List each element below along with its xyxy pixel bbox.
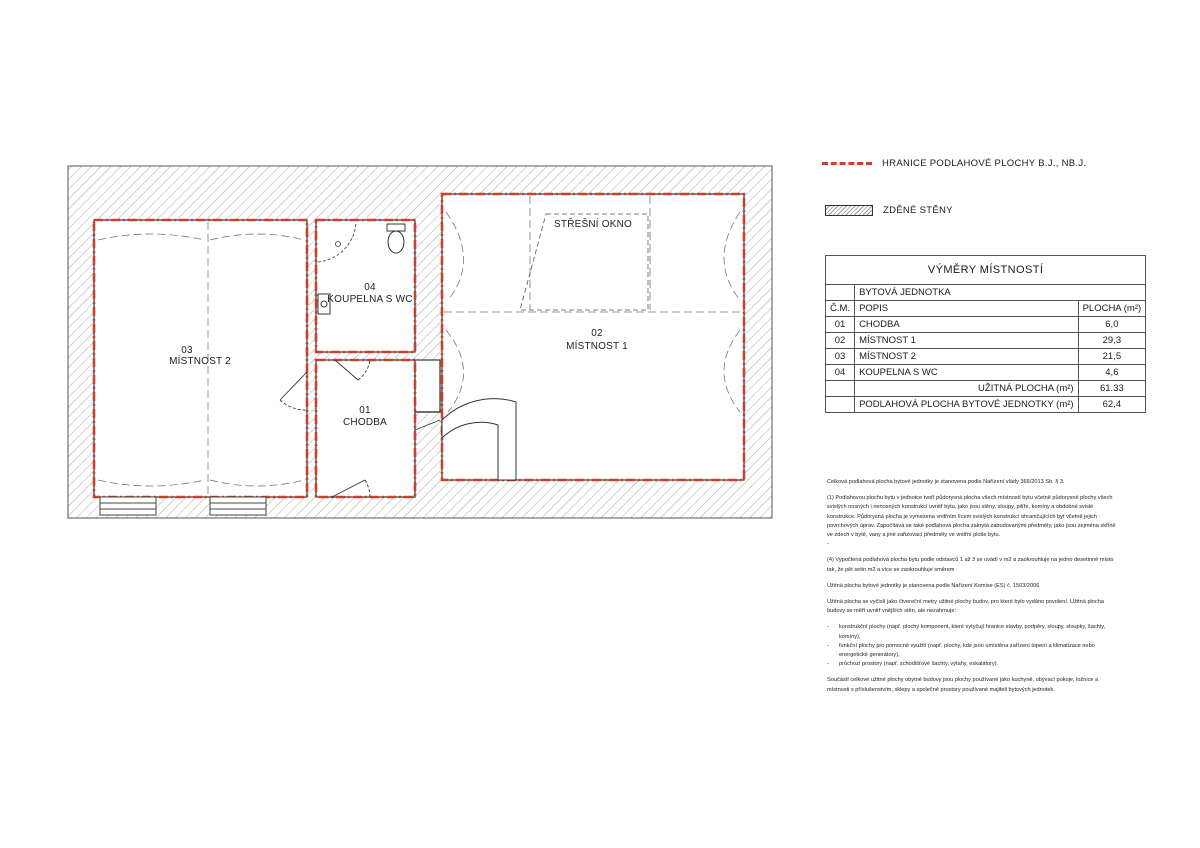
stair bbox=[442, 399, 516, 480]
legend-walls bbox=[825, 205, 953, 216]
window-right bbox=[210, 497, 266, 515]
note-paragraph: (1) Podlahovou plochu bytu v jednotce tvoří půdorysná plocha všech místností bytu včetně půdorysné plochy všech svislých nosných i nenosných konstrukcí uvnitř bytu, jako jsou stěny, sloupy, pilíře, komíny a obdobné svislé konstrukce. Půdorysná plocha je vymezena vnitřním lícem svislých konstrukcí ohraničujících byt včetně jejich povrchových úprav. Započítává se také podlahová plocha zakrytá zabudovanými předměty, jako jsou zejména skříně ve zdech v bytě, vany a jiné zařizovací předměty ve vnitřní ploše bytu. - bbox=[827, 495, 1116, 548]
legend-boundary-label: HRANICE PODLAHOVÉ PLOCHY B.J., NB.J. bbox=[882, 158, 1087, 169]
note-paragraph: Užitná plocha bytové jednotky je stanovena podle Nařízení Komise (ES) č. 1503/2006 bbox=[827, 582, 1040, 589]
note-list bbox=[827, 623, 1117, 669]
list-item: - funkční plochy pro pomocné využití (např. plochy, kde jsou umístěna zařízení topení a klimatizace nebo energetické generátory), bbox=[839, 642, 1117, 660]
table-row: 03 MÍSTNOST 2 21,5 bbox=[826, 349, 1146, 365]
table-row: 04 KOUPELNA S WC 4,6 bbox=[826, 365, 1146, 381]
table-title: VÝMĚRY MÍSTNOSTÍ bbox=[826, 256, 1146, 285]
table-row: 01 CHODBA 6,0 bbox=[826, 317, 1146, 333]
floor-area-label: PODLAHOVÁ PLOCHA BYTOVÉ JEDNOTKY (m²) bbox=[855, 397, 1079, 413]
col-header-desc: POPIS bbox=[855, 301, 1079, 317]
col-header-area: PLOCHA (m²) bbox=[1078, 301, 1146, 317]
note-paragraph: (4) Vypočtená podlahová plocha bytu podle odstavců 1 až 3 se uvádí v m2 a zaokrouhluje na jedno desetinné místo tak, že pět setin m2 a více se zaokrouhluje směrem bbox=[827, 557, 1114, 573]
list-item: - konstrukční plochy (např. plochy komponent, které vytyčují hranice stavby, podpěry, sloupy, sloupky, šachty, komíny), bbox=[839, 623, 1117, 641]
room-01-number: 01 bbox=[359, 405, 371, 416]
roof-window-label: STŘEŠNÍ OKNO bbox=[554, 219, 632, 230]
boundary-line-swatch bbox=[822, 162, 872, 165]
col-header-num: Č.M. bbox=[826, 301, 855, 317]
usable-area-label: UŽITNÁ PLOCHA (m²) bbox=[855, 381, 1079, 397]
legend-walls-label: ZDĚNÉ STĚNY bbox=[883, 205, 953, 216]
room-02-number: 02 bbox=[591, 328, 603, 339]
room-04-name: KOUPELNA S WC bbox=[327, 294, 413, 305]
wall-mass bbox=[68, 166, 772, 518]
room-03-number: 03 bbox=[181, 345, 193, 356]
room-areas-table bbox=[825, 255, 1146, 413]
room-04-number: 04 bbox=[364, 282, 376, 293]
legend-boundary bbox=[822, 158, 1086, 169]
note-paragraph: Užitná plocha se vyčíslí jako čtvereční metry užitné plochy budov, pro které bylo vydáno povolení. Užitná plocha budovy se měří uvnitř vnějších stěn, ale nezahrnuje: bbox=[827, 599, 1104, 615]
room-01-name: CHODBA bbox=[343, 417, 387, 428]
list-item: - průchozí prostory (např. schodišťové šachty, výtahy, eskalátory). bbox=[839, 660, 1117, 669]
room-03-name: MÍSTNOST 2 bbox=[169, 356, 231, 367]
unit-label: BYTOVÁ JEDNOTKA bbox=[855, 285, 1146, 301]
wall-hatch-swatch bbox=[825, 205, 873, 216]
note-paragraph: Součástí celkové užitné plochy obytné budovy jsou plochy používané jako kuchyně, obývací pokoje, ložnice a místnosti s příslušenstvím, sklepy a společné prostory používané majiteli bytových jednotek. bbox=[827, 677, 1099, 693]
window-left bbox=[100, 497, 156, 515]
note-paragraph: Celková podlahová plocha bytové jednotky je stanovena podle Nařízení vlády 366/2013 Sb. § 3. bbox=[827, 479, 1065, 485]
floor-area-value: 62,4 bbox=[1078, 397, 1146, 413]
usable-area-value: 61.33 bbox=[1078, 381, 1146, 397]
regulation-notes bbox=[827, 478, 1117, 702]
usable-area-row bbox=[826, 381, 1146, 397]
shower-icon bbox=[318, 222, 356, 262]
floor-area-row bbox=[826, 397, 1146, 413]
table-row: 02 MÍSTNOST 1 29,3 bbox=[826, 333, 1146, 349]
toilet-icon bbox=[387, 224, 405, 253]
room-02-name: MÍSTNOST 1 bbox=[566, 341, 628, 352]
